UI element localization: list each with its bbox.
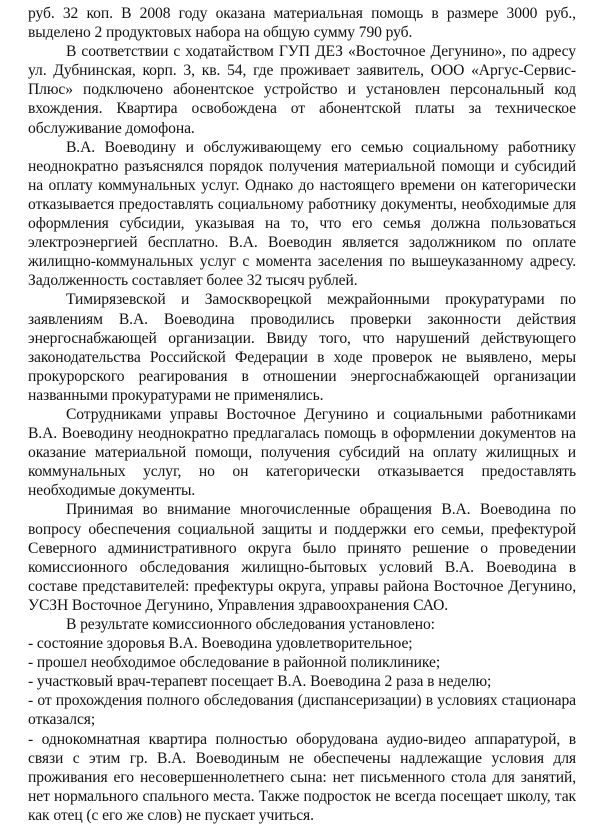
finding-item-doctor-visits: - участковый врач-терапевт посещает В.А. Воеводина 2 раза в неделю;	[28, 673, 492, 691]
paragraph-assistance-offered: Сотрудниками управы Восточное Дегунино и социальными работниками В.А. Воеводину неоднократно предлагалась помощь в оформлении документов на оказание материальной помощи, получения субсидий на оплату жилищных и коммунальных услуг, но он категорически отказывается предоставлять необходимые документы.	[28, 405, 576, 500]
finding-item-hospital-refusal: - от прохождения полного обследования (диспансеризации) в условиях стационара отказался;	[28, 692, 576, 729]
paragraph-subsidies: В.А. Воеводину и обслуживающему его семью социальному работнику неоднократно разъяснялся порядок получения материальной помощи и субсидий на оплату коммунальных услуг. Однако до настоящего времени он категорически отказывается предоставлять социальному работнику документы, необходимые для оформления субсидии, указывая на то, что его семья должна пользоваться электроэнергией бесплатно. В.А. Воеводин является задолжником по оплате жилищно-коммунальных услуг с момента заселения по вышеуказанному адресу. Задолженность составляет более 32 тысяч рублей.	[28, 138, 576, 290]
finding-item-apartment: - однокомнатная квартира полностью оборудована аудио-видео аппаратурой, в связи с этим гр. В.А. Воеводиным не обеспечены надлежащие условия для проживания его несовершеннолетнего сына: нет письменного стола для занятий, нет нормального спального места. Также подросток не всегда посещает школу, так как отец (с его же слов) не пускает учиться.	[28, 730, 576, 824]
document-page	[28, 4, 576, 825]
paragraph-findings-intro: В результате комиссионного обследования установлено:	[66, 616, 435, 633]
paragraph-aid-amount: руб. 32 коп. В 2008 году оказана материальная помощь в размере 3000 руб., выделено 2 продуктовых набора на общую сумму 790 руб.	[28, 5, 576, 42]
paragraph-intercom: В соответствии с ходатайством ГУП ДЕЗ «Восточное Дегунино», по адресу ул. Дубнинская, корп. 3, кв. 54, где проживает заявитель, ООО «Аргус-Сервис-Плюс» подключено абонентское устройство и установлен персональный код вхождения. Квартира освобождена от абонентской платы за техническое обслуживание домофона.	[28, 43, 576, 137]
finding-item-health: - состояние здоровья В.А. Воеводина удовлетворительное;	[28, 635, 413, 653]
paragraph-prosecutors: Тимирязевской и Замоскворецкой межрайонными прокуратурами по заявлениям В.А. Воеводина проводились проверки законности действия энергоснабжающей организации. Ввиду того, что нарушений действующего законодательства Российской Федерации в ходе проверок не выявлено, меры прокурорского реагирования в отношении энергоснабжающей организации названными прокуратурами не применялись.	[28, 291, 576, 404]
paragraph-commission-decision: Принимая во внимание многочисленные обращения В.А. Воеводина по вопросу обеспечения социальной защиты и поддержки его семьи, префектурой Северного административного округа было принято решение о проведении комиссионного обследования жилищно-бытовых условий В.А. Воеводина в составе представителей: префектуры округа, управы района Восточное Дегунино, УСЗН Восточное Дегунино, Управления здравоохранения САО.	[28, 501, 576, 614]
finding-item-examination: - прошел необходимое обследование в районной поликлинике;	[28, 654, 441, 672]
